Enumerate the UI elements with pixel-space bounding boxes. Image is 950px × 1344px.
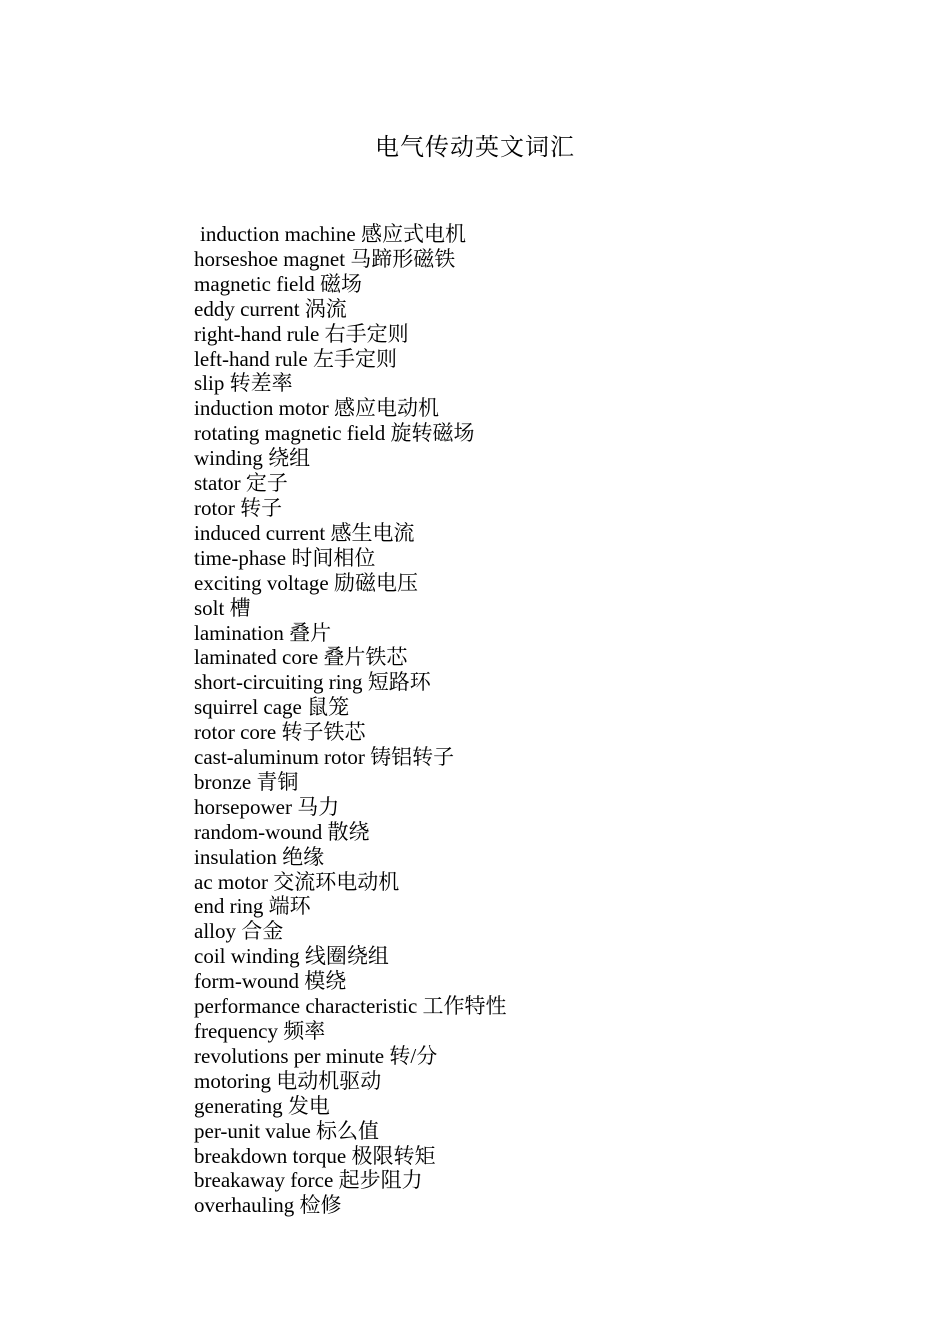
vocabulary-entry: random-wound 散绕 <box>194 819 370 844</box>
vocabulary-entry: breakaway force 起步阻力 <box>194 1168 423 1193</box>
vocabulary-list <box>194 222 507 1218</box>
vocabulary-entry: short-circuiting ring 短路环 <box>194 670 431 695</box>
vocabulary-entry: per-unit value 标么值 <box>194 1118 380 1143</box>
vocabulary-entry: solt 槽 <box>194 595 251 620</box>
vocabulary-entry: rotor core 转子铁芯 <box>194 720 366 745</box>
vocabulary-entry: magnetic field 磁场 <box>194 271 362 296</box>
vocabulary-entry: overhauling 检修 <box>194 1193 342 1218</box>
vocabulary-entry: rotating magnetic field 旋转磁场 <box>194 421 475 446</box>
vocabulary-entry: induction motor 感应电动机 <box>194 396 439 421</box>
vocabulary-entry: performance characteristic 工作特性 <box>194 994 507 1019</box>
vocabulary-entry: slip 转差率 <box>194 371 293 396</box>
vocabulary-entry: left-hand rule 左手定则 <box>194 346 397 371</box>
vocabulary-entry: bronze 青铜 <box>194 769 299 794</box>
vocabulary-entry: frequency 频率 <box>194 1019 326 1043</box>
vocabulary-entry: time-phase 时间相位 <box>194 545 376 570</box>
page-title: 电气传动英文词汇 <box>375 135 575 161</box>
vocabulary-entry: lamination 叠片 <box>194 620 332 645</box>
vocabulary-entry: breakdown torque 极限转矩 <box>194 1143 436 1168</box>
vocabulary-entry: alloy 合金 <box>194 919 284 944</box>
vocabulary-entry: laminated core 叠片铁芯 <box>194 645 408 670</box>
vocabulary-entry: rotor 转子 <box>194 495 283 520</box>
vocabulary-entry: form-wound 模绕 <box>194 969 347 994</box>
vocabulary-entry: winding 绕组 <box>194 446 311 471</box>
vocabulary-entry: generating 发电 <box>194 1093 330 1118</box>
vocabulary-entry: revolutions per minute 转/分 <box>194 1043 438 1068</box>
vocabulary-entry: stator 定子 <box>194 471 288 496</box>
vocabulary-entry: eddy current 涡流 <box>194 296 347 321</box>
vocabulary-entry: insulation 绝缘 <box>194 844 325 869</box>
vocabulary-entry: coil winding 线圈绕组 <box>194 944 389 969</box>
vocabulary-entry: cast-aluminum rotor 铸铝转子 <box>194 745 455 770</box>
vocabulary-entry: horsepower 马力 <box>194 794 340 819</box>
vocabulary-entry: ac motor 交流环电动机 <box>194 869 400 894</box>
vocabulary-entry: induced current 感生电流 <box>194 520 415 545</box>
vocabulary-entry: horseshoe magnet 马蹄形磁铁 <box>194 246 456 271</box>
vocabulary-entry: squirrel cage 鼠笼 <box>194 695 350 720</box>
vocabulary-entry: motoring 电动机驱动 <box>194 1068 382 1093</box>
vocabulary-entry: exciting voltage 励磁电压 <box>194 570 418 595</box>
vocabulary-entry: right-hand rule 右手定则 <box>194 321 409 346</box>
vocabulary-entry: induction machine 感应式电机 <box>200 222 466 246</box>
vocabulary-entry: end ring 端环 <box>194 894 311 919</box>
